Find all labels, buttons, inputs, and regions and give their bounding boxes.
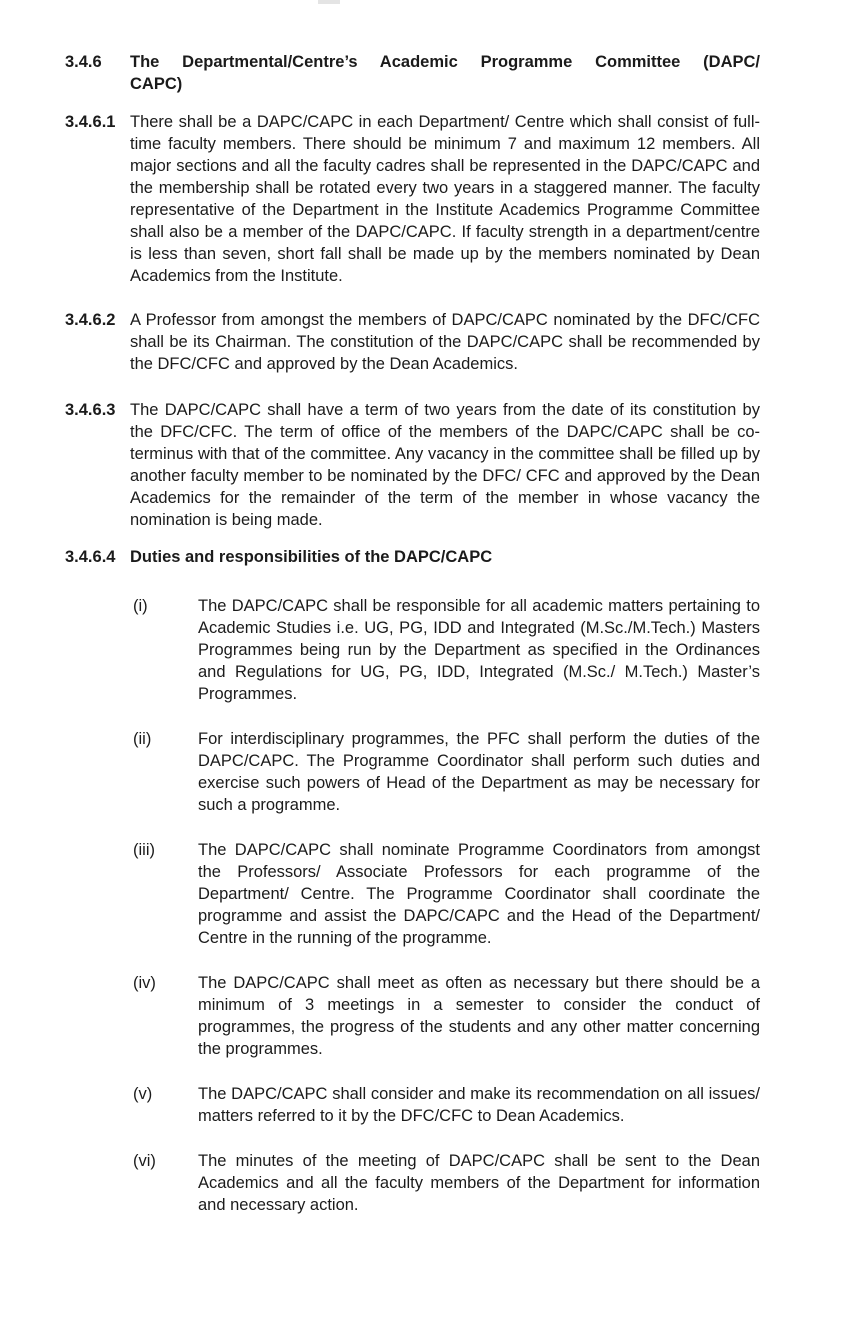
section-heading-line-1: The Departmental/Centre’s Academic Programme Committee (DAPC/	[130, 53, 760, 71]
scan-artifact	[318, 0, 340, 4]
clause-3-4-6-3	[65, 399, 863, 531]
clause-number: 3.4.6.4	[65, 548, 116, 566]
clause-number: 3.4.6.3	[65, 401, 116, 419]
duty-item-iv	[133, 972, 863, 1060]
section-heading-text	[130, 51, 760, 95]
subheading-3-4-6-4	[65, 546, 863, 568]
duty-text: The DAPC/CAPC shall meet as often as necessary but there should be a minimum of 3 meetings in a semester to consider the conduct of programmes, the progress of the students and any other matter concerning the programmes.	[198, 974, 760, 1058]
duty-text: For interdisciplinary programmes, the PFC shall perform the duties of the DAPC/CAPC. The Programme Coordinator shall perform such duties and exercise such powers of Head of the Department as may be necessary for such a programme.	[198, 730, 760, 814]
clause-text: There shall be a DAPC/CAPC in each Department/ Centre which shall consist of full-time faculty members. There should be minimum 7 and maximum 12 members. All major sections and all the faculty cadres shall be represented in the DAPC/CAPC and the membership shall be rotated every two years in a staggered manner. The faculty representative of the Department in the Institute Academics Programme Committee shall also be a member of the DAPC/CAPC. If faculty strength in a department/centre is less than seven, short fall shall be made up by the members nominated by Dean Academics from the Institute.	[130, 113, 760, 285]
duty-item-i	[133, 595, 863, 705]
section-heading-3-4-6	[65, 51, 863, 95]
clause-3-4-6-1	[65, 111, 863, 287]
duty-item-ii	[133, 728, 863, 816]
clause-number: 3.4.6.1	[65, 113, 116, 131]
duty-marker: (iii)	[133, 841, 155, 859]
section-number: 3.4.6	[65, 53, 102, 71]
clause-3-4-6-2	[65, 309, 863, 375]
duty-marker: (ii)	[133, 730, 152, 748]
clause-number: 3.4.6.2	[65, 311, 116, 329]
subheading-text: Duties and responsibilities of the DAPC/CAPC	[130, 548, 493, 566]
section-heading-line-2: CAPC)	[130, 75, 183, 93]
duty-text: The DAPC/CAPC shall nominate Programme Coordinators from amongst the Professors/ Associate Professors for each programme of the Department/ Centre. The Programme Coordinator shall coordinate the programme and assist the DAPC/CAPC and the Head of the Department/ Centre in the running of the programme.	[198, 841, 760, 947]
duty-item-iii	[133, 839, 863, 949]
duty-marker: (v)	[133, 1085, 153, 1103]
duty-marker: (iv)	[133, 974, 156, 992]
duty-item-vi	[133, 1150, 863, 1216]
duty-marker: (vi)	[133, 1152, 156, 1170]
duty-text: The minutes of the meeting of DAPC/CAPC shall be sent to the Dean Academics and all the faculty members of the Department for information and necessary action.	[198, 1152, 760, 1214]
duty-text: The DAPC/CAPC shall consider and make its recommendation on all issues/ matters referred to it by the DFC/CFC to Dean Academics.	[198, 1085, 760, 1125]
duty-text: The DAPC/CAPC shall be responsible for all academic matters pertaining to Academic Studies i.e. UG, PG, IDD and Integrated (M.Sc./M.Tech.) Masters Programmes being run by the Department as specified in the Ordinances and Regulations for UG, PG, IDD, Integrated (M.Sc./ M.Tech.) Master’s Programmes.	[198, 597, 760, 703]
clause-text: A Professor from amongst the members of DAPC/CAPC nominated by the DFC/CFC shall be its Chairman. The constitution of the DAPC/CAPC shall be recommended by the DFC/CFC and approved by the Dean Academics.	[130, 311, 760, 373]
duty-item-v	[133, 1083, 863, 1127]
duty-marker: (i)	[133, 597, 148, 615]
clause-text: The DAPC/CAPC shall have a term of two years from the date of its constitution by the DFC/CFC. The term of office of the members of the DAPC/CAPC shall be co-terminus with that of the committee. Any vacancy in the committee shall be filled up by another faculty member to be nominated by the DFC/ CFC and approved by the Dean Academics for the remainder of the term of the member in whose vacancy the nomination is being made.	[130, 401, 760, 529]
